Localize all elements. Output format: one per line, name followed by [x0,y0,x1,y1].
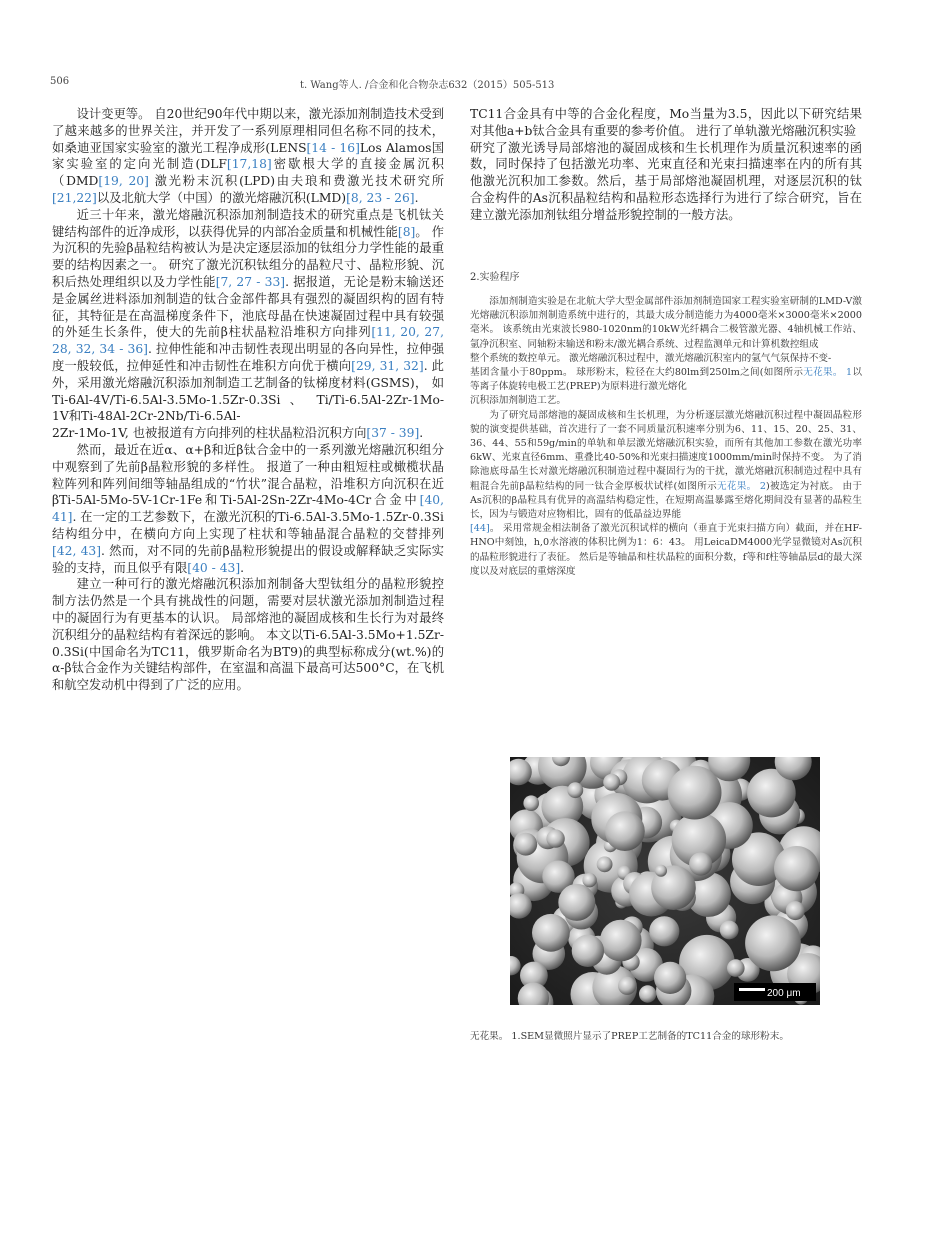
page-number: 506 [50,76,70,87]
paragraph-text: . 然而，对不同的先前β晶粒形貌提出的假设或解释缺乏实际实验的支持，而且似乎有限 [52,543,444,575]
journal-header: t. Wang等人. /合金和化合物杂志632（2015）505-513 [300,80,555,91]
left-paragraph [52,207,444,425]
experimental-paragraph [470,394,862,408]
right-column-intro [470,106,862,224]
paragraph-text: . 拉伸性能和冲击韧性表现出明显的各向异性，拉伸强度一般较低，拉伸延性和冲击韧性在堆积方向优于横向 [52,342,444,373]
citation-link[interactable]: [17,18] [226,157,272,172]
figure-link[interactable]: 无花果。 1 [803,367,853,379]
intro-paragraph-1: TC11合金具有中等的合金化程度，Mo当量为3.5，因此以下研究结果对其他a+b钛合金具有重要的参考价值。 进行了单轨激光熔融沉积实验 [470,107,862,138]
experimental-paragraph [470,295,862,352]
powder-particle [618,977,636,995]
citation-link[interactable]: [11, 20, 27, 28, 32, 34 - 36] [52,325,444,357]
powder-particle [558,884,595,921]
powder-particle [689,852,712,875]
powder-particle [727,959,745,977]
experimental-paragraph [470,366,862,394]
powder-particle [514,833,537,856]
powder-particle [654,962,686,994]
citation-link[interactable]: [29, 31, 32] [351,358,424,373]
paragraph-text: . 在一定的工艺参数下，在激光沉积的Ti-6.5Al-3.5Mo-1.5Zr-0.3Si结构组分中，在横向方向上实现了柱状和等轴晶混合晶粒的交替排列 [52,510,444,541]
experimental-paragraph [470,352,862,366]
paragraph-text: 密歇根大学的直接金属沉积（DMD [52,157,444,189]
paragraph-text: 添加剂制造实验是在北航大学大型金属部件添加剂制造国家工程实验室研制的LMD-V激光熔融沉积添加剂制造系统中进行的，其最大成分制造能力为4000毫米×3000毫米×2000毫米。 该系统由光束波长980-1020nm的10kW光纤耦合二极管激光器、4轴机械工作站、氩净沉积室、同轴粉末输送和粉末/激光耦合系统、过程监测单元和计算机数控组成 [470,296,862,350]
figure-link[interactable]: 无花果。 2 [717,480,766,492]
paragraph-text: 激光粉末沉积(LPD)由夫琅和费激光技术研究所 [148,174,444,189]
citation-link[interactable]: [37 - 39] [366,426,420,441]
paragraph-text: 近三十年来，激光熔融沉积添加剂制造技术的研究重点是飞机钛关键结构部件的近净成形，以获得优异的内部冶金质量和机械性能 [52,207,444,239]
left-paragraph [52,442,444,576]
paragraph-text: . [240,560,245,575]
figure-caption: 无花果。 1.SEM显微照片显示了PREP工艺制备的TC11合金的球形粉末。 [470,1031,789,1042]
paragraph-text: . [419,426,424,441]
experimental-paragraph [470,522,862,579]
powder-particle [600,920,642,962]
powder-particle [745,915,801,971]
paragraph-text: 建立一种可行的激光熔融沉积添加剂制备大型钛组分的晶粒形貌控制方法仍然是一个具有挑战性的问题，需要对层状激光添加剂制造过程中的凝固行为有更基本的认识。 局部熔池的凝固成核和生长行为对最终沉积组分的晶粒结构有着深远的影响。 本文以Ti-6.5Al-3.5Mo+1.5Zr-0.3Si(中国命名为TC11，俄罗斯命名为BT9)的典型标称成分(wt.%)的α-β钛合金作为关键结构部件，在室温和高温下最高可达500°C，在飞机和航空发动机中得到了广泛的应用。 [52,577,444,693]
figure-link[interactable]: [44] [470,523,490,535]
paragraph-text: 沉积添加剂制造工艺。 [470,395,566,407]
experimental-paragraph [470,409,862,523]
powder-particle [720,921,739,940]
powder-particle [655,865,667,877]
paragraph-text: 为了研究局部熔池的凝固成核和生长机理，为分析逐层激光熔融沉积过程中凝固晶粒形貌的演变提供基础，首次进行了一套不同质量沉积速率分别为6、11、15、20、25、31、36、44、55和59g/min的单轨和单层激光熔融沉积实验，而所有其他加工参数在激光功率6kW、光束直径6mm、重叠比40-50%和光束扫描速度1000mm/min时保持不变。 为了消除池底母晶生长对激光熔融沉积制造过程中凝固行为的干扰，激光熔融沉积制造过程中具有粗混合先前β晶粒结构的同一钛合金厚板状试样(如图所示 [470,409,862,492]
scale-bar-label: 200 μm [767,988,801,999]
paragraph-text: 以等离子体旋转电极工艺(PREP)为原料进行激光熔化 [470,367,863,393]
scale-bar [739,988,765,991]
powder-particle [786,901,805,920]
left-paragraph [52,106,444,207]
citation-link[interactable]: [19, 20] [98,174,149,189]
paragraph-text: . [414,190,419,205]
paragraph-text: . 此外，采用激光熔融沉积添加剂制造工艺制备的钛梯度材料(GSMS)， 如Ti-6Al-4V/Ti-6.5Al-3.5Mo-1.5Zr-0.3Si 、 Ti/Ti-6.5Al-2Zr-1Mo-1V和Ti-48Al-2Cr-2Nb/Ti-6.5Al- [52,358,444,424]
paragraph-text: 以及北航大学（中国）的激光熔融沉积(LMD) [96,190,347,205]
powder-particle [572,935,604,967]
sem-micrograph-image [510,757,820,1005]
powder-particle [649,916,679,946]
powder-particle [523,795,539,811]
powder-particle [546,829,564,847]
paragraph-text: )被选定为衬底。 由于As沉积的β晶粒具有优异的高温结构稳定性，在短期高温暴露至熔化期间没有显著的晶粒生长，因为与锻造对应物相比，固有的低晶益边界能 [470,480,862,521]
citation-link[interactable]: [8] [397,224,416,239]
intro-paragraph-2: 研究了激光诱导局部熔池的凝固成核和生长机理作为质量沉积速率的函数，同时保持了包括激光功率、光束直径和光束扫描速率在内的所有其他激光沉积加工参数。然后，基于局部熔池凝固机理，对逐层沉积的钛合金构件的As沉积晶粒结构和晶粒形态选择行为进行了综合研究，旨在建立激光添加剂钛组分增益形貌控制的一般方法。 [470,140,862,222]
citation-link[interactable]: [14 - 16] [306,140,360,155]
citation-link[interactable]: [40, 41] [52,493,444,525]
paragraph-text: 整个系统的数控单元。 激光熔融沉积过程中，激光熔融沉积室内的氩气气氛保持不变- [470,352,832,364]
powder-particle [597,856,613,872]
citation-link[interactable]: [8, 23 - 26] [346,190,415,205]
section-title: 2.实验程序 [470,272,520,283]
paragraph-text: 2Zr-1Mo-1V, 也被报道有方向排列的柱状晶粒沿沉积方向 [52,426,367,441]
powder-particle [532,914,570,952]
paragraph-text: 基团含量小于80ppm。 球形粉末，粒径在大约80lm到250lm之间(如图所示 [470,367,804,379]
powder-particle [582,873,596,887]
paragraph-text: 然而，最近在近α、α+β和近β钛合金中的一系列激光熔融沉积组分中观察到了先前β晶粒形貌的多样性。 报道了一种由粗短柱或橄榄状晶粒阵列和阵列间细等轴晶组成的“竹状”混合晶粒，沿堆积方向沉积在近βTi-5Al-5Mo-5V-1Cr-1Fe和Ti-5Al-2Sn-2Zr-4Mo-4Cr合金中 [52,442,444,508]
paragraph-text: . 据报道，无论是粉末输送还是金属丝进料添加剂制造的钛合金部件都具有强烈的凝固织构的固有特征，其特征是在高温梯度条件下，池底母晶在快速凝固过程中具有较强的外延生长条件，使大的先前β柱状晶粒沿堆积方向排列 [52,274,444,340]
citation-link[interactable]: [21,22] [52,190,97,205]
powder-particle [567,782,583,798]
powder-particle [605,811,645,851]
powder-particle [603,774,620,791]
experimental-text [470,295,862,579]
powder-particle [774,846,819,891]
sem-micrograph-figure [510,757,820,1005]
left-column [52,106,444,694]
paragraph-text: Los Alamos国家实验室的定向光制造(DLF [52,140,444,172]
paragraph-text: 。 作为沉积的先验β晶粒结构被认为是决定逐层添加的钛组分力学性能的最重要的结构因素之一。 研究了激光沉积钛组分的晶粒尺寸、晶粒形貌、沉积后热处理组织以及力学性能 [52,224,444,289]
citation-link[interactable]: [42, 43] [52,543,102,558]
powder-particle [639,985,656,1002]
left-paragraph [52,425,444,442]
paragraph-text: 设计变更等。 自20世纪90年代中期以来，激光添加剂制造技术受到了越来越多的世界关注，并开发了一系列原理相同但名称不同的技术， 如桑迪亚国家实验室的激光工程净成形(LENS [52,107,444,155]
left-paragraph [52,576,444,694]
citation-link[interactable]: [40 - 43] [187,560,241,575]
paragraph-text: 。 采用常规金相法制备了激光沉积试样的横向（垂直于光束扫描方向）截面，并在HF-HNO中刻蚀，h,0水溶液的体积比例为1：6：43。 用LeicaDM4000光学显微镜对As沉积的晶粒形貌进行了表征。 然后是等轴晶和柱状晶粒的面积分数，f等和f柱等轴晶层d的最大深度以及对底层的重熔深度 [470,523,862,577]
citation-link[interactable]: [7, 27 - 33] [215,274,286,289]
